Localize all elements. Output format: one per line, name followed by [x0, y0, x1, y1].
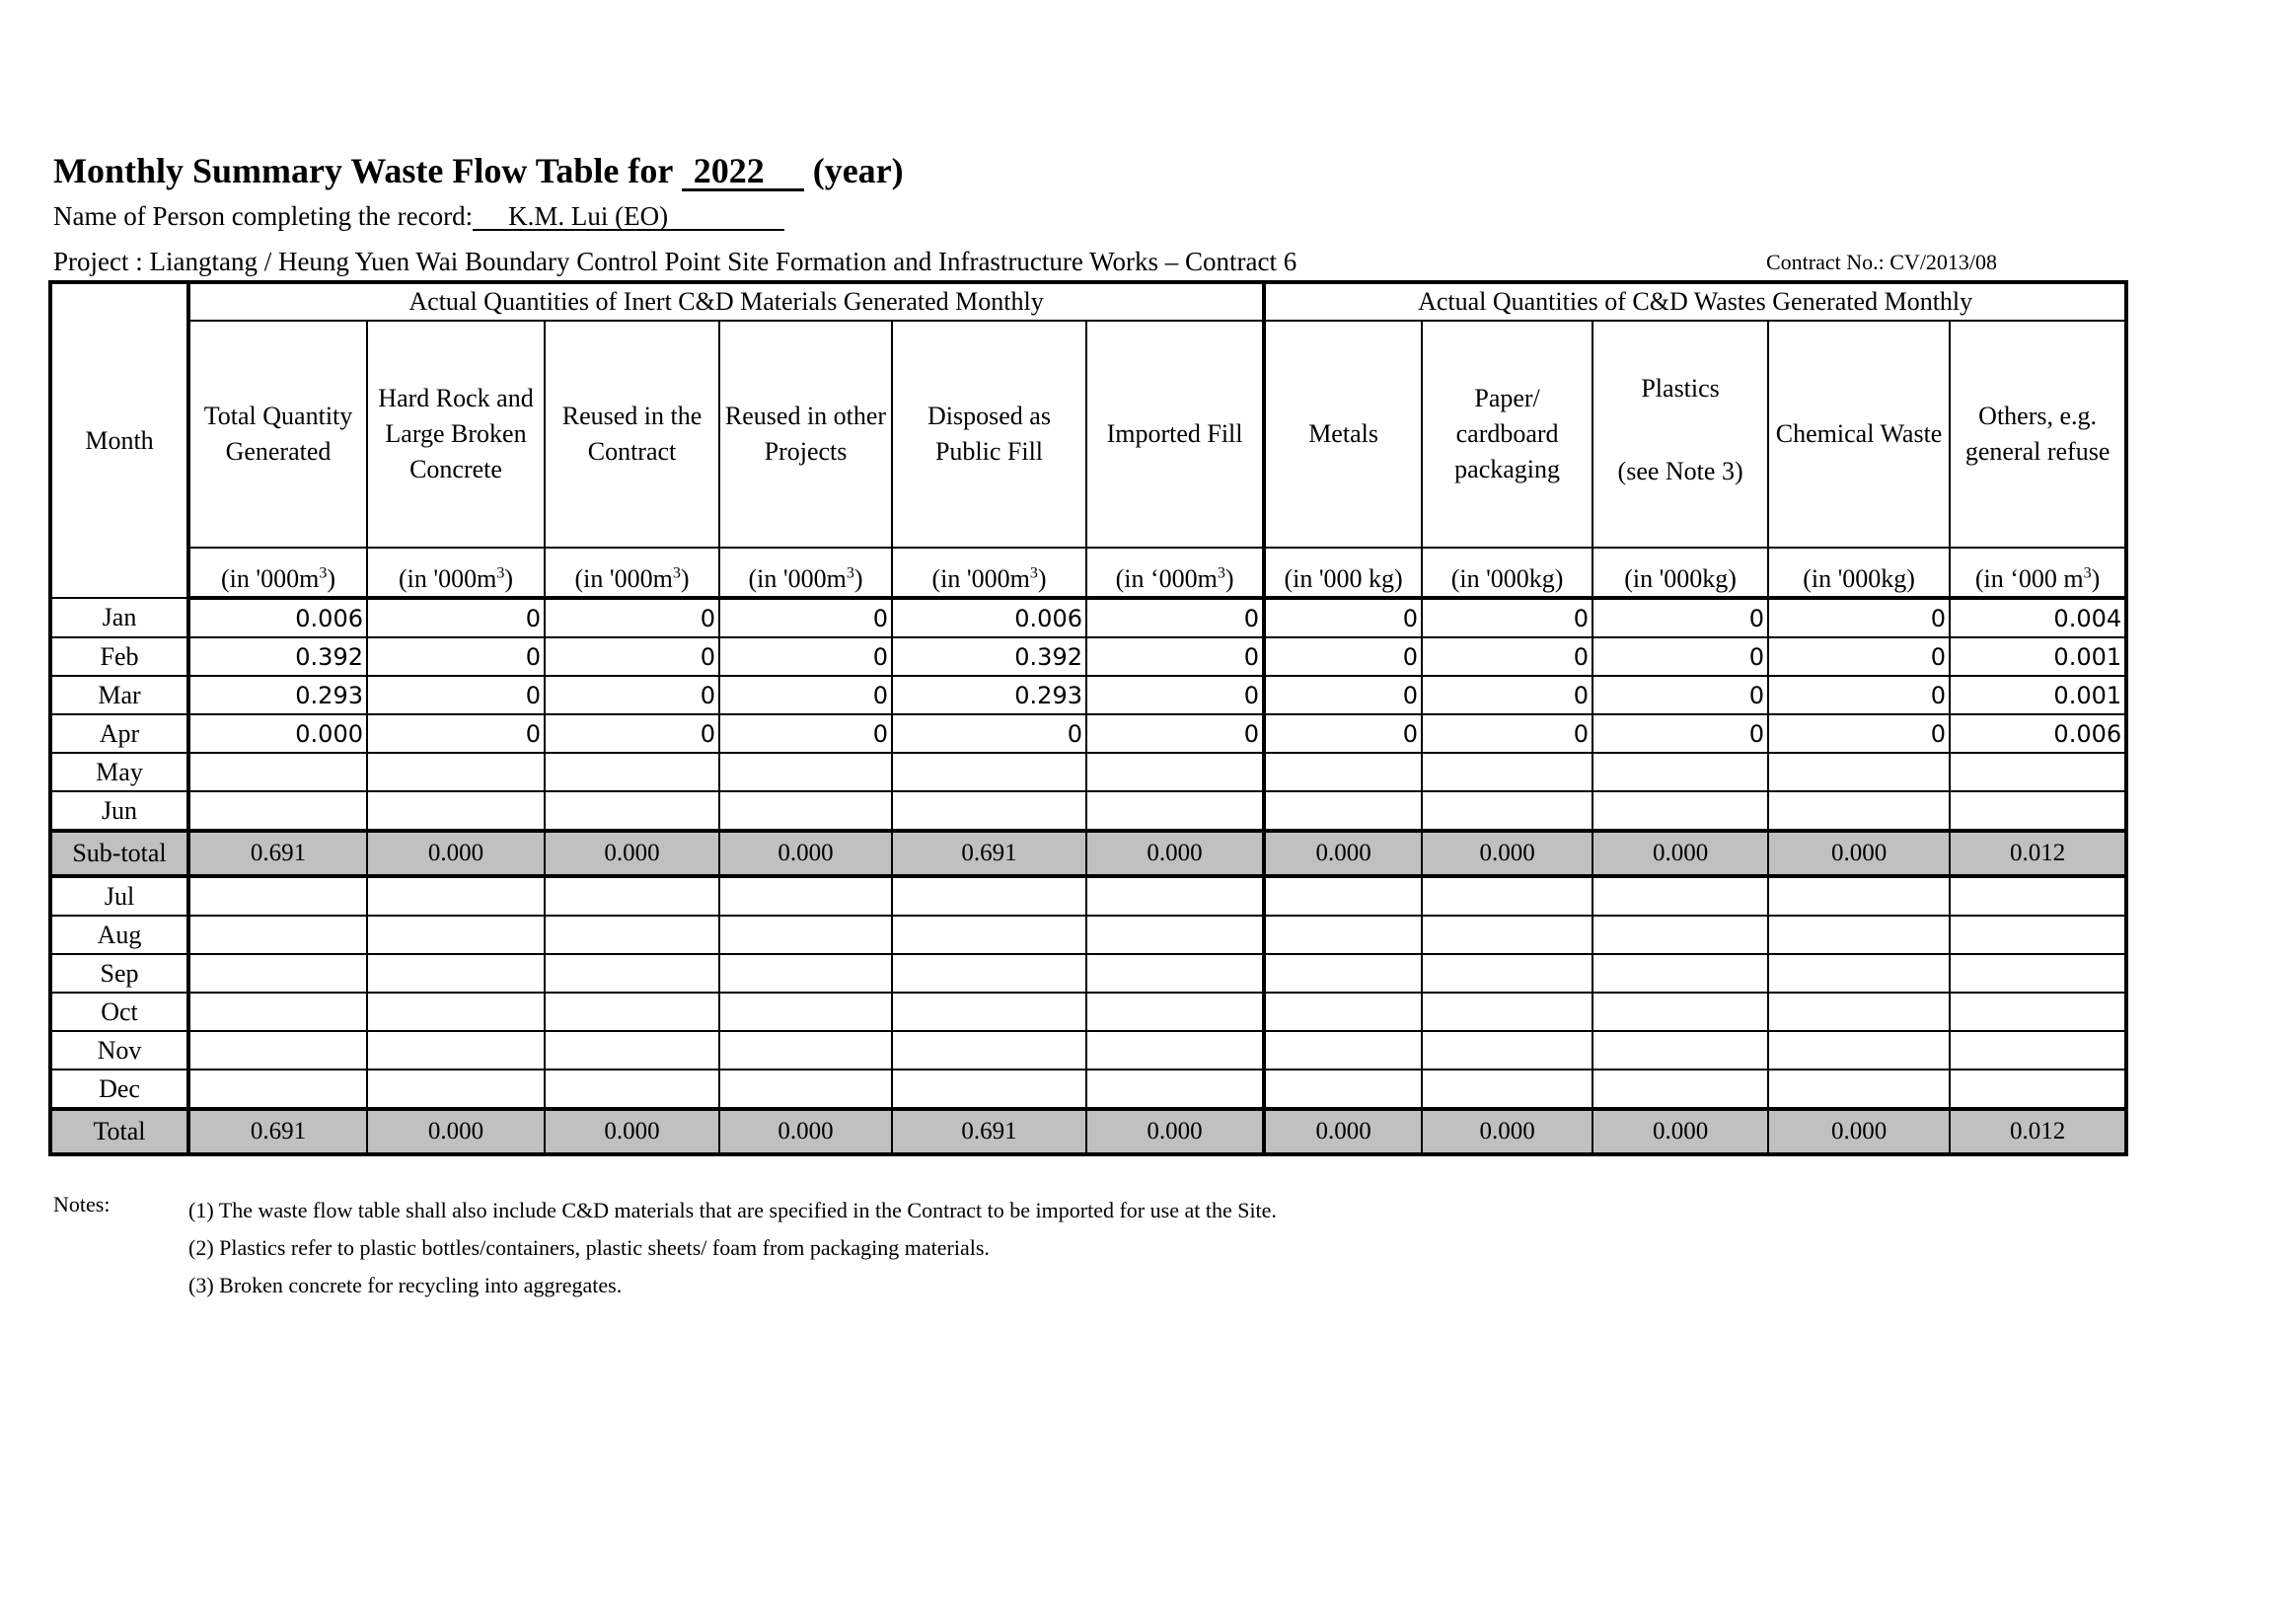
waste-group-header: Actual Quantities of C&D Wastes Generated Monthly [1264, 282, 2126, 321]
value-cell [1422, 1070, 1592, 1109]
month-cell: Nov [50, 1031, 188, 1070]
month-cell: Sep [50, 954, 188, 993]
value-cell [1086, 791, 1264, 831]
column-header-label: Others, e.g. general refuse [1964, 402, 2111, 466]
value-cell: 0 [367, 714, 545, 753]
column-header-label: Reused in other Projects [724, 402, 887, 466]
value-cell [188, 916, 367, 954]
subtotal-row [50, 831, 2126, 876]
value-cell: 0 [1086, 714, 1264, 753]
value-cell: 0 [1422, 714, 1592, 753]
value-cell: 0 [1592, 598, 1768, 637]
value-cell: 0 [1086, 676, 1264, 714]
note-item: (1) The waste flow table shall also include C&D materials that are specified in the Contract to be imported for use at the Site. [188, 1198, 1277, 1222]
value-cell [367, 1070, 545, 1109]
column-header-label: Hard Rock and Large Broken Concrete [378, 384, 534, 483]
unit-text: (in '000kg) [1450, 564, 1564, 593]
month-cell: Feb [50, 637, 188, 676]
value-cell: 0 [545, 598, 719, 637]
value-cell: 0.691 [188, 1109, 367, 1154]
value-cell: 0 [1768, 714, 1950, 753]
unit-headers [50, 548, 2126, 598]
month-cell: Mar [50, 676, 188, 714]
column-header [719, 321, 892, 548]
title-prefix: Monthly Summary Waste Flow Table for [53, 151, 673, 190]
table-row [50, 676, 2126, 714]
value-cell [1264, 993, 1422, 1031]
month-cell: Jan [50, 598, 188, 637]
value-cell [367, 876, 545, 916]
value-cell: 0 [1422, 676, 1592, 714]
table-row [50, 916, 2126, 954]
value-cell [1768, 1031, 1950, 1070]
value-cell: 0.000 [545, 1109, 719, 1154]
value-cell [1086, 1070, 1264, 1109]
value-cell: 0 [1768, 637, 1950, 676]
value-cell [1950, 916, 2126, 954]
unit-superscript: 3 [319, 564, 328, 582]
unit-superscript: 3 [1217, 564, 1225, 582]
column-header-label: Plastics [1641, 374, 1720, 403]
table-row [50, 1031, 2126, 1070]
unit-close: ) [1037, 564, 1047, 593]
value-cell [1422, 876, 1592, 916]
unit-cell [1592, 548, 1768, 598]
value-cell: 0 [1264, 637, 1422, 676]
value-cell: 0.000 [367, 1109, 545, 1154]
value-cell [1086, 954, 1264, 993]
value-cell [892, 993, 1086, 1031]
column-header [1086, 321, 1264, 548]
column-header [1950, 321, 2126, 548]
value-cell: 0 [719, 676, 892, 714]
value-cell: 0.000 [1264, 1109, 1422, 1154]
value-cell [1264, 791, 1422, 831]
column-header-label: Disposed as Public Fill [927, 402, 1051, 466]
value-cell [1422, 1031, 1592, 1070]
table-row [50, 637, 2126, 676]
value-cell [367, 791, 545, 831]
column-header-label: Reused in the Contract [561, 402, 703, 466]
value-cell: 0.006 [892, 598, 1086, 637]
unit-superscript: 3 [672, 564, 681, 582]
value-cell [545, 1070, 719, 1109]
column-header [1768, 321, 1950, 548]
value-cell [1422, 993, 1592, 1031]
value-cell [1592, 954, 1768, 993]
value-cell [545, 993, 719, 1031]
unit-superscript: 3 [1029, 564, 1038, 582]
value-cell [367, 916, 545, 954]
unit-close: ) [327, 564, 335, 593]
unit-text: (in ‘000m [1115, 564, 1218, 593]
value-cell: 0.000 [1086, 831, 1264, 876]
unit-text: (in '000kg) [1624, 564, 1737, 593]
value-cell: 0.691 [892, 831, 1086, 876]
inert-group-header: Actual Quantities of Inert C&D Materials Generated Monthly [188, 282, 1264, 321]
month-cell: Aug [50, 916, 188, 954]
value-cell [1950, 791, 2126, 831]
column-header [1592, 321, 1768, 548]
unit-cell [719, 548, 892, 598]
value-cell: 0.392 [188, 637, 367, 676]
value-cell [1592, 876, 1768, 916]
value-cell [1768, 791, 1950, 831]
value-cell: 0 [545, 714, 719, 753]
value-cell [367, 753, 545, 791]
value-cell: 0 [1264, 714, 1422, 753]
value-cell [188, 1070, 367, 1109]
unit-cell [1422, 548, 1592, 598]
value-cell: 0.392 [892, 637, 1086, 676]
column-header-label: Imported Fill [1106, 419, 1243, 448]
value-cell: 0.691 [892, 1109, 1086, 1154]
value-cell [1950, 876, 2126, 916]
column-header-note: (see Note 3) [1617, 457, 1743, 485]
column-header [367, 321, 545, 548]
value-cell [1264, 1031, 1422, 1070]
value-cell: 0.001 [1950, 676, 2126, 714]
value-cell [719, 916, 892, 954]
month-cell: Dec [50, 1070, 188, 1109]
value-cell: 0 [1422, 598, 1592, 637]
unit-superscript: 3 [496, 564, 505, 582]
unit-text: (in '000m [574, 564, 673, 593]
unit-text: (in '000kg) [1803, 564, 1915, 593]
value-cell [1086, 753, 1264, 791]
value-cell [1592, 753, 1768, 791]
value-cell: 0 [1264, 676, 1422, 714]
table-row [50, 791, 2126, 831]
value-cell [1768, 993, 1950, 1031]
value-cell: 0.691 [188, 831, 367, 876]
value-cell [367, 993, 545, 1031]
value-cell [1422, 753, 1592, 791]
value-cell: 0.000 [1086, 1109, 1264, 1154]
value-cell [1086, 916, 1264, 954]
value-cell [1950, 1031, 2126, 1070]
value-cell [1086, 1031, 1264, 1070]
contract-number: Contract No.: CV/2013/08 [1766, 250, 1998, 274]
value-cell: 0 [1592, 676, 1768, 714]
project-line: Project : Liangtang / Heung Yuen Wai Boundary Control Point Site Formation and Infrastructure Works – Contract 6 [53, 247, 1297, 276]
value-cell [1768, 1070, 1950, 1109]
value-cell [367, 1031, 545, 1070]
value-cell: 0.000 [1422, 1109, 1592, 1154]
month-cell: Oct [50, 993, 188, 1031]
unit-close: ) [2091, 564, 2101, 593]
unit-cell [545, 548, 719, 598]
value-cell: 0.012 [1950, 1109, 2126, 1154]
value-cell [1950, 993, 2126, 1031]
value-cell [188, 791, 367, 831]
column-header [1264, 321, 1422, 548]
value-cell: 0.293 [188, 676, 367, 714]
value-cell [1086, 993, 1264, 1031]
table-head [50, 282, 2126, 598]
table-row [50, 993, 2126, 1031]
value-cell [1950, 753, 2126, 791]
month-cell: Total [50, 1109, 188, 1154]
month-cell: Apr [50, 714, 188, 753]
value-cell: 0.000 [1264, 831, 1422, 876]
value-cell: 0.000 [545, 831, 719, 876]
value-cell [1592, 993, 1768, 1031]
value-cell [188, 993, 367, 1031]
value-cell: 0 [1768, 676, 1950, 714]
value-cell [1592, 916, 1768, 954]
table-row [50, 714, 2126, 753]
value-cell: 0.000 [719, 831, 892, 876]
value-cell [188, 1031, 367, 1070]
unit-text: (in '000m [399, 564, 497, 593]
column-header-label: Paper/ cardboard packaging [1454, 384, 1560, 483]
unit-superscript: 3 [2083, 564, 2092, 582]
column-header [892, 321, 1086, 548]
table-row [50, 876, 2126, 916]
value-cell: 0 [1086, 598, 1264, 637]
value-cell [188, 876, 367, 916]
value-cell [1768, 753, 1950, 791]
value-cell [719, 1031, 892, 1070]
column-headers [50, 321, 2126, 548]
value-cell [188, 954, 367, 993]
value-cell: 0.000 [188, 714, 367, 753]
value-cell [545, 791, 719, 831]
value-cell: 0 [1768, 598, 1950, 637]
value-cell [545, 916, 719, 954]
value-cell [367, 954, 545, 993]
value-cell [892, 1070, 1086, 1109]
value-cell [892, 791, 1086, 831]
value-cell: 0.012 [1950, 831, 2126, 876]
value-cell [545, 954, 719, 993]
page-title [53, 150, 904, 191]
unit-cell [1768, 548, 1950, 598]
unit-close: ) [680, 564, 690, 593]
table-row [50, 954, 2126, 993]
month-cell: May [50, 753, 188, 791]
column-header [545, 321, 719, 548]
value-cell [719, 993, 892, 1031]
total-row [50, 1109, 2126, 1154]
value-cell [1950, 954, 2126, 993]
value-cell: 0.001 [1950, 637, 2126, 676]
unit-cell [892, 548, 1086, 598]
value-cell [1422, 916, 1592, 954]
table-row [50, 1070, 2126, 1109]
value-cell [892, 954, 1086, 993]
value-cell: 0 [545, 637, 719, 676]
unit-text: (in '000m [221, 564, 320, 593]
value-cell: 0.000 [1422, 831, 1592, 876]
unit-cell [1264, 548, 1422, 598]
value-cell [1950, 1070, 2126, 1109]
value-cell: 0 [1592, 637, 1768, 676]
unit-close: ) [853, 564, 863, 593]
unit-cell [1950, 548, 2126, 598]
value-cell: 0 [367, 598, 545, 637]
unit-text: (in ‘000 m [1974, 564, 2084, 593]
unit-cell [367, 548, 545, 598]
unit-cell [188, 548, 367, 598]
value-cell [1768, 876, 1950, 916]
notes-label: Notes: [53, 1192, 111, 1217]
value-cell: 0 [1422, 637, 1592, 676]
value-cell [1592, 1070, 1768, 1109]
notes-list [188, 1192, 1277, 1304]
value-cell [892, 753, 1086, 791]
value-cell: 0 [719, 637, 892, 676]
value-cell: 0.000 [719, 1109, 892, 1154]
value-cell: 0.293 [892, 676, 1086, 714]
value-cell [719, 876, 892, 916]
value-cell [188, 753, 367, 791]
value-cell [1086, 876, 1264, 916]
column-header-label: Metals [1308, 419, 1378, 448]
value-cell: 0.000 [367, 831, 545, 876]
value-cell: 0.000 [1592, 1109, 1768, 1154]
value-cell [1768, 954, 1950, 993]
unit-close: ) [504, 564, 513, 593]
person-line [53, 201, 784, 232]
table-row [50, 753, 2126, 791]
column-header-label: Chemical Waste [1775, 419, 1943, 448]
value-cell [1592, 1031, 1768, 1070]
title-year: 2022 [682, 153, 804, 191]
note-item: (2) Plastics refer to plastic bottles/containers, plastic sheets/ foam from packaging materials. [188, 1235, 990, 1260]
value-cell [545, 753, 719, 791]
value-cell: 0 [545, 676, 719, 714]
value-cell: 0.006 [188, 598, 367, 637]
value-cell: 0.000 [1592, 831, 1768, 876]
table-body [50, 598, 2126, 1154]
unit-text: (in '000m [931, 564, 1030, 593]
value-cell: 0.006 [1950, 714, 2126, 753]
value-cell [1592, 791, 1768, 831]
month-header: Month [50, 282, 188, 598]
unit-text: (in '000 kg) [1284, 564, 1403, 593]
person-name: K.M. Lui (EO) [473, 203, 784, 231]
unit-close: ) [1224, 564, 1234, 593]
unit-cell [1086, 548, 1264, 598]
column-header-label: Total Quantity Generated [203, 402, 353, 466]
person-label: Name of Person completing the record: [53, 201, 474, 231]
value-cell [892, 916, 1086, 954]
value-cell [1264, 916, 1422, 954]
month-cell: Jun [50, 791, 188, 831]
value-cell: 0 [367, 676, 545, 714]
value-cell [1264, 876, 1422, 916]
note-item: (3) Broken concrete for recycling into aggregates. [188, 1273, 623, 1297]
value-cell [545, 876, 719, 916]
column-header [188, 321, 367, 548]
month-cell: Sub-total [50, 831, 188, 876]
value-cell [892, 1031, 1086, 1070]
value-cell: 0 [1592, 714, 1768, 753]
value-cell [1768, 916, 1950, 954]
value-cell [719, 791, 892, 831]
value-cell: 0 [367, 637, 545, 676]
value-cell [1422, 954, 1592, 993]
waste-flow-table [48, 280, 2128, 1156]
value-cell [1264, 753, 1422, 791]
value-cell [719, 954, 892, 993]
value-cell: 0 [1086, 637, 1264, 676]
unit-text: (in '000m [748, 564, 847, 593]
value-cell [545, 1031, 719, 1070]
value-cell: 0.000 [1768, 831, 1950, 876]
value-cell [719, 1070, 892, 1109]
value-cell [719, 753, 892, 791]
column-header [1422, 321, 1592, 548]
table-row [50, 598, 2126, 637]
value-cell: 0 [719, 714, 892, 753]
value-cell: 0 [1264, 598, 1422, 637]
title-suffix: (year) [812, 151, 904, 190]
value-cell: 0.000 [1768, 1109, 1950, 1154]
value-cell [892, 876, 1086, 916]
value-cell: 0.004 [1950, 598, 2126, 637]
month-cell: Jul [50, 876, 188, 916]
value-cell: 0 [892, 714, 1086, 753]
value-cell [1264, 1070, 1422, 1109]
value-cell [1264, 954, 1422, 993]
value-cell: 0 [719, 598, 892, 637]
value-cell [1422, 791, 1592, 831]
unit-superscript: 3 [846, 564, 854, 582]
